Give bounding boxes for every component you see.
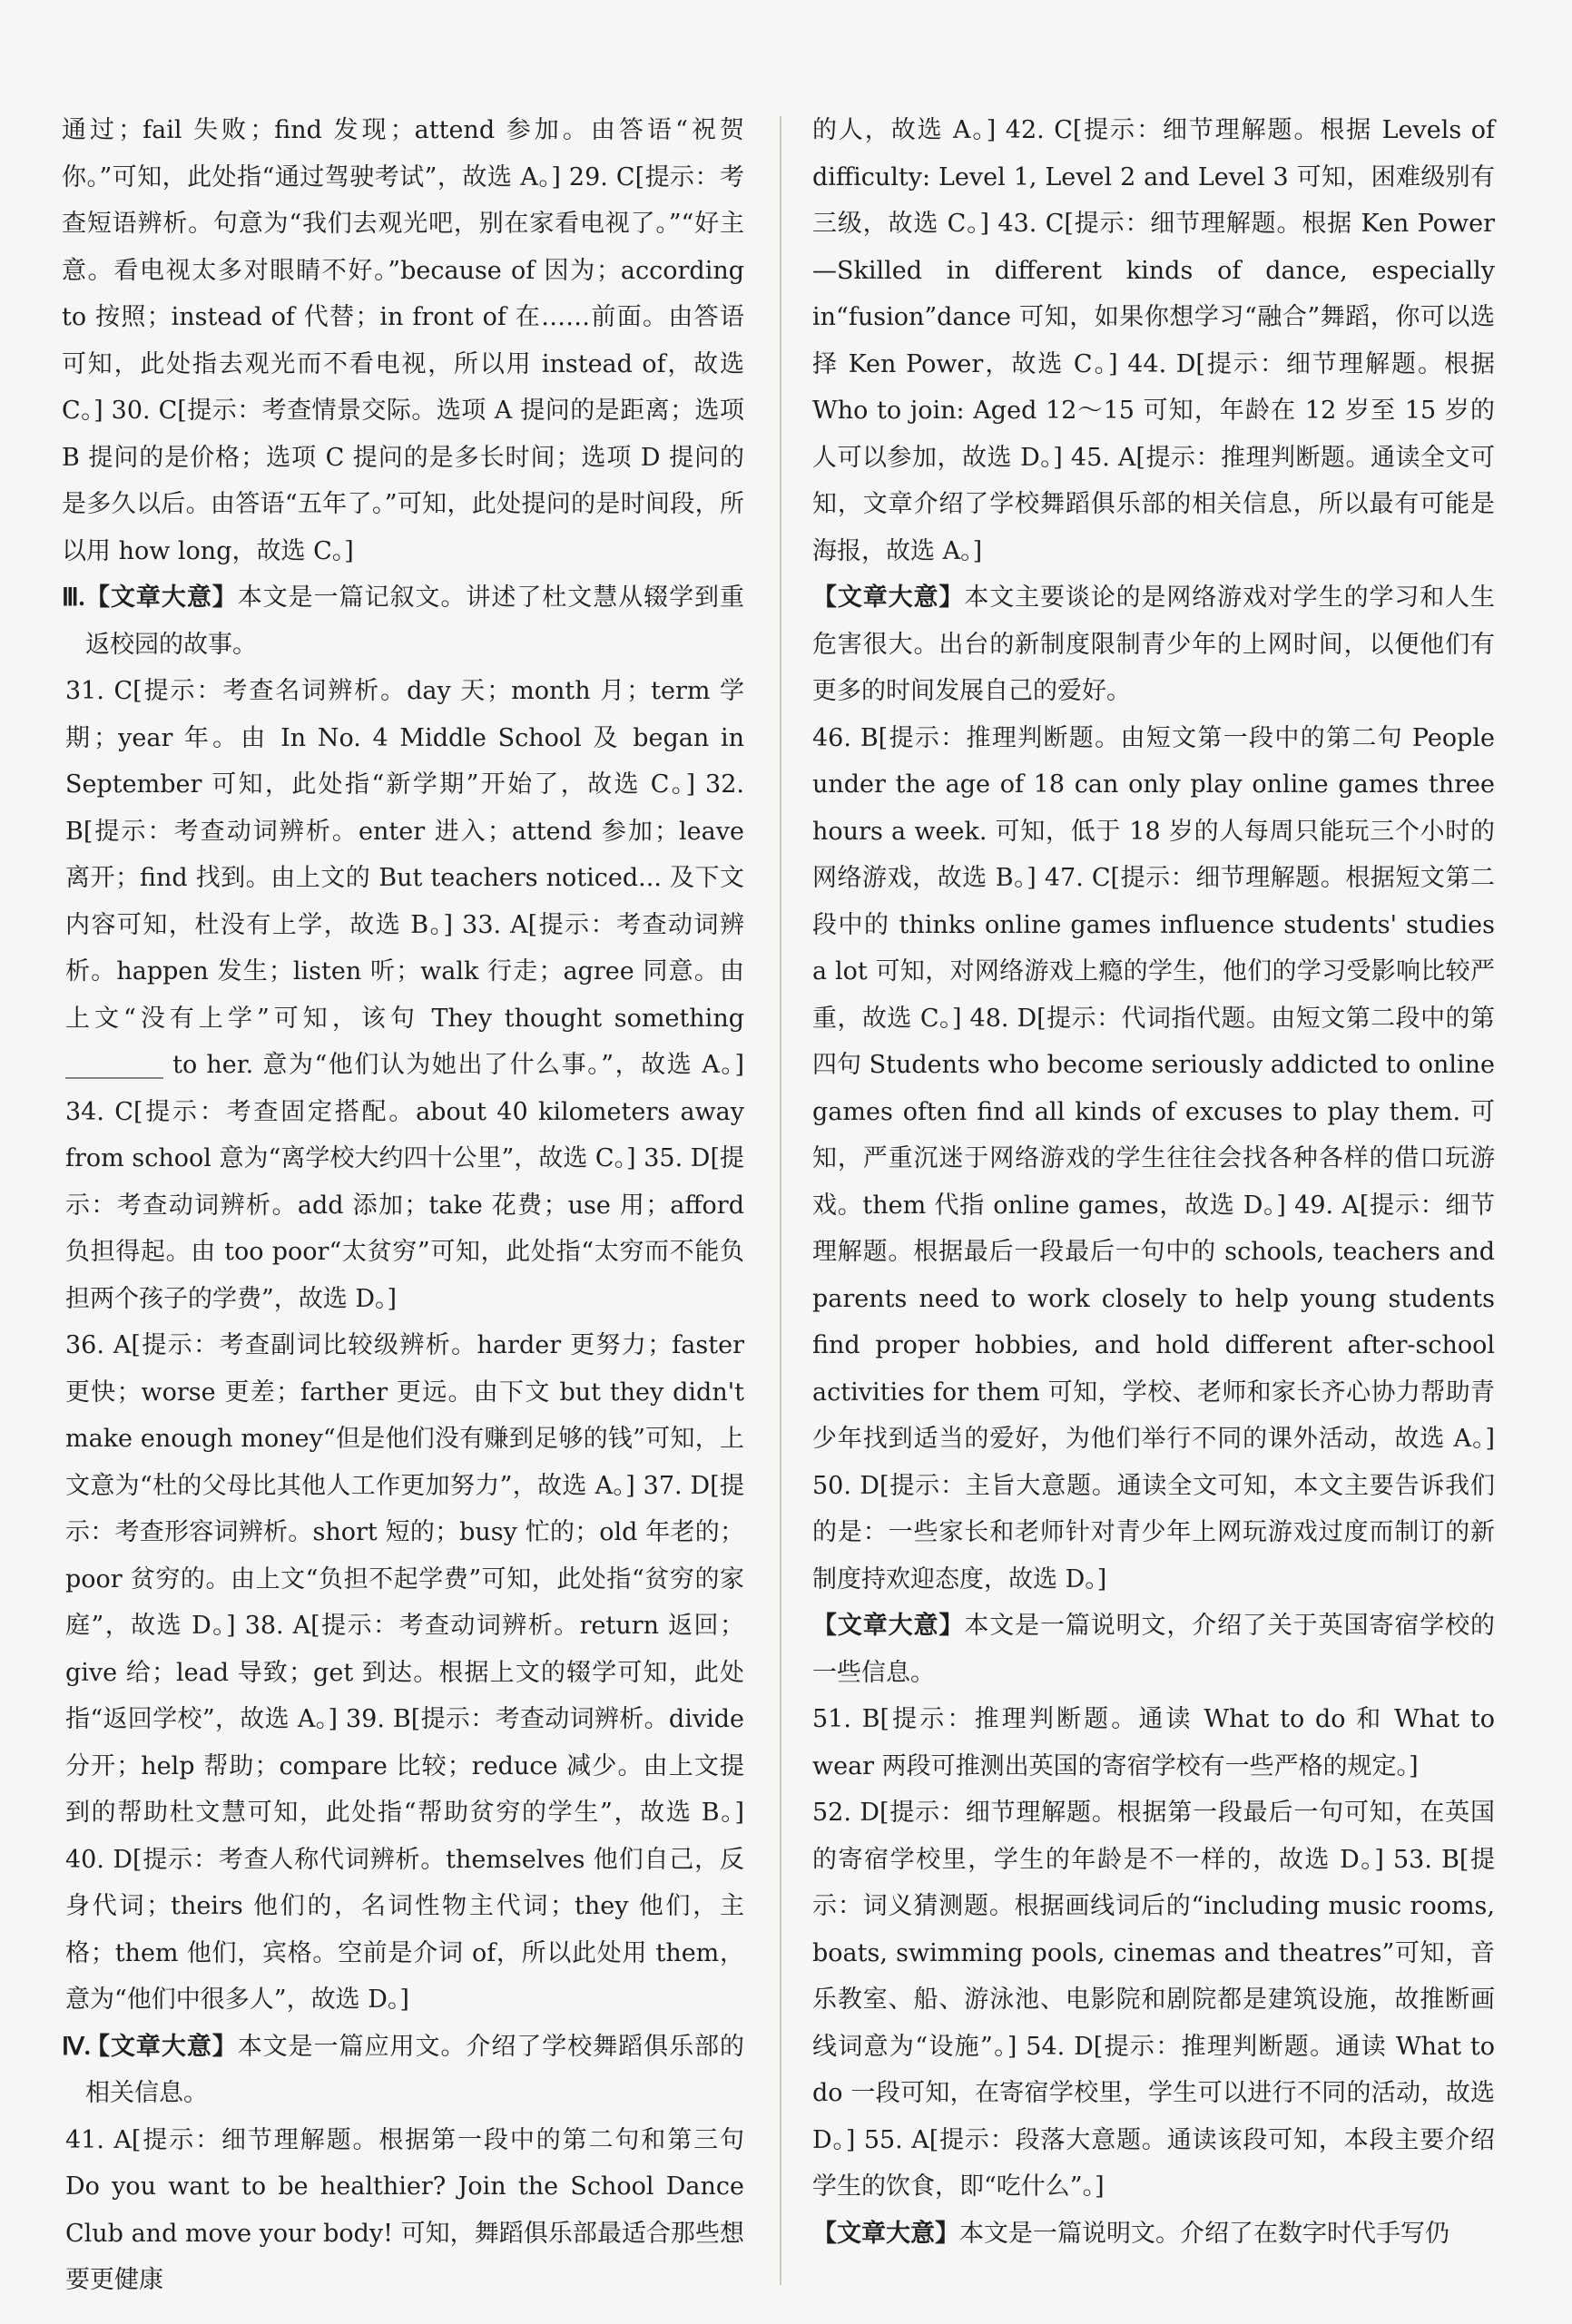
summary-block [85, 574, 744, 668]
section-header [62, 574, 744, 668]
section-header [62, 2024, 744, 2117]
section-number: Ⅳ. [62, 2032, 91, 2060]
summary-text: 本文是一篇记叙文。讲述了杜文慧从辍学到重返校园的故事。 [85, 583, 745, 659]
summary-tag: 【文章大意】 [812, 1612, 965, 1640]
summary-tag: 【文章大意】 [812, 583, 965, 612]
summary-block [812, 2211, 1495, 2258]
summary-tag: 【文章大意】 [85, 583, 238, 612]
answer-paragraph: 41. A[提示：细节理解题。根据第一段中的第二句和第三句 Do you want to be healthier? Join the School Dance Club and move your body! 可知，舞蹈俱乐部最适合那些想要更健康 [65, 2125, 744, 2294]
answer-paragraph: 52. D[提示：细节理解题。根据第一段最后一句可知，在英国的寄宿学校里，学生的年龄是不一样的，故选 D。] 53. B[提示：词义猜测题。根据画线词后的“including music rooms, boats, swimming pools, cinemas and theatres”可知，音乐教室、船、游泳池、电影院和剧院都是建筑设施，故推断画线词意为“设施”。] 54. D[提示：推理判断题。通读 What to do 一段可知，在寄宿学校里，学生可以进行不同的活动，故选 D。] 55. A[提示：段落大意题。通读该段可知，本段主要介绍学生的饮食，即“吃什么”。] [812, 1799, 1495, 2201]
summary-tag: 【文章大意】 [85, 2032, 238, 2061]
column-divider [780, 116, 781, 2285]
summary-block [85, 2024, 744, 2117]
summary-text: 本文是一篇应用文。介绍了学校舞蹈俱乐部的相关信息。 [85, 2032, 745, 2107]
answer-paragraph: 51. B[提示：推理判断题。通读 What to do 和 What to wear 两段可推测出英国的寄宿学校有一些严格的规定。] [812, 1705, 1495, 1780]
answer-paragraph: 通过；fail 失败；find 发现；attend 参加。由答语“祝贺你。”可知，此处指“通过驾驶考试”，故选 A。] 29. C[提示：考查短语辨析。句意为“我们去观光吧，别在家看电视了。”“好主意。看电视太多对眼睛不好。”because of 因为；according to 按照；instead of 代替；in front of 在……前面。由答语可知，此处指去观光而不看电视，所以用 instead of，故选 C。] 30. C[提示：考查情景交际。选项 A 提问的是距离；选项 B 提问的是价格；选项 C 提问的是多长时间；选项 D 提问的是多久以后。由答语“五年了。”可知，此处提问的是时间段，所以用 how long，故选 C。] [62, 116, 744, 565]
answer-paragraph: 46. B[提示：推理判断题。由短文第一段中的第二句 People under the age of 18 can only play online games three hours a week. 可知，低于 18 岁的人每周只能玩三个小时的网络游戏，故选 B。] 47. C[提示：细节理解题。根据短文第二段中的 thinks online games influence students' studies a lot 可知，对网络游戏上瘾的学生，他们的学习受影响比较严重，故选 C。] 48. D[提示：代词指代题。由短文第二段中的第四句 Students who become seriously addicted to online games often find all kinds of excuses to play them. 可知，严重沉迷于网络游戏的学生往往会找各种各样的借口玩游戏。them 代指 online games，故选 D。] 49. A[提示：细节理解题。根据最后一段最后一句中的 schools, teachers and parents need to work closely to help young students find proper hobbies, and hold different after-school activities for them 可知，学校、老师和家长齐心协力帮助青少年找到适当的爱好，为他们举行不同的课外活动，故选 A。] 50. D[提示：主旨大意题。通读全文可知，本文主要告诉我们的是：一些家长和老师针对青少年上网玩游戏过度而制订的新制度持欢迎态度，故选 D。] [812, 723, 1495, 1593]
summary-block [812, 574, 1495, 715]
summary-block [812, 1603, 1495, 1696]
summary-tag: 【文章大意】 [812, 2219, 959, 2248]
right-column [812, 107, 1495, 2257]
answer-paragraph: 的人，故选 A。] 42. C[提示：细节理解题。根据 Levels of difficulty: Level 1, Level 2 and Level 3 可知，困难级别有三级，故选 C。] 43. C[提示：细节理解题。根据 Ken Power—Skilled in different kinds of dance, especially in“fusion”dance 可知，如果你想学习“融合”舞蹈，你可以选择 Ken Power，故选 C。] 44. D[提示：细节理解题。根据 Who to join: Aged 12～15 可知，年龄在 12 岁至 15 岁的人可以参加，故选 D。] 45. A[提示：推理判断题。通读全文可知，文章介绍了学校舞蹈俱乐部的相关信息，所以最有可能是海报，故选 A。] [812, 116, 1495, 565]
answer-paragraph: 31. C[提示：考查名词辨析。day 天；month 月；term 学期；year 年。由 In No. 4 Middle School 及 began in September 可知，此处指“新学期”开始了，故选 C。] 32. B[提示：考查动词辨析。enter 进入；attend 参加；leave 离开；find 找到。由上文的 But teachers noticed... 及下文内容可知，杜没有上学，故选 B。] 33. A[提示：考查动词辨析。happen 发生；listen 听；walk 行走；agree 同意。由上文“没有上学”可知，该句 They thought something ________ to her. 意为“他们认为她出了什么事。”，故选 A。] 34. C[提示：考查固定搭配。about 40 kilometers away from school 意为“离学校大约四十公里”，故选 C。] 35. D[提示：考查动词辨析。add 添加；take 花费；use 用；afford 负担得起。由 too poor“太贫穷”可知，此处指“太穷而不能负担两个孩子的学费”，故选 D。] [65, 677, 744, 1313]
left-column [62, 107, 744, 2304]
answer-paragraph: 36. A[提示：考查副词比较级辨析。harder 更努力；faster 更快；worse 更差；farther 更远。由下文 but they didn't make enough money“但是他们没有赚到足够的钱”可知，上文意为“杜的父母比其他人工作更加努力”，故选 A。] 37. D[提示：考查形容词辨析。short 短的；busy 忙的；old 年老的；poor 贫穷的。由上文“负担不起学费”可知，此处指“贫穷的家庭”，故选 D。] 38. A[提示：考查动词辨析。return 返回；give 给；lead 导致；get 到达。根据上文的辍学可知，此处指“返回学校”，故选 A。] 39. B[提示：考查动词辨析。divide 分开；help 帮助；compare 比较；reduce 减少。由上文提到的帮助杜文慧可知，此处指“帮助贫穷的学生”，故选 B。] 40. D[提示：考查人称代词辨析。themselves 他们自己，反身代词；theirs 他们的，名词性物主代词；they 他们，主格；them 他们，宾格。空前是介词 of，所以此处用 them，意为“他们中很多人”，故选 D。] [65, 1331, 744, 2014]
summary-text: 本文是一篇说明文。介绍了在数字时代手写仍 [959, 2219, 1449, 2248]
summary-text: 本文主要谈论的是网络游戏对学生的学习和人生危害很大。出台的新制度限制青少年的上网时间，以便他们有更多的时间发展自己的爱好。 [812, 583, 1496, 705]
section-number: Ⅲ. [62, 583, 85, 611]
summary-text: 本文是一篇说明文，介绍了关于英国寄宿学校的一些信息。 [812, 1612, 1496, 1687]
